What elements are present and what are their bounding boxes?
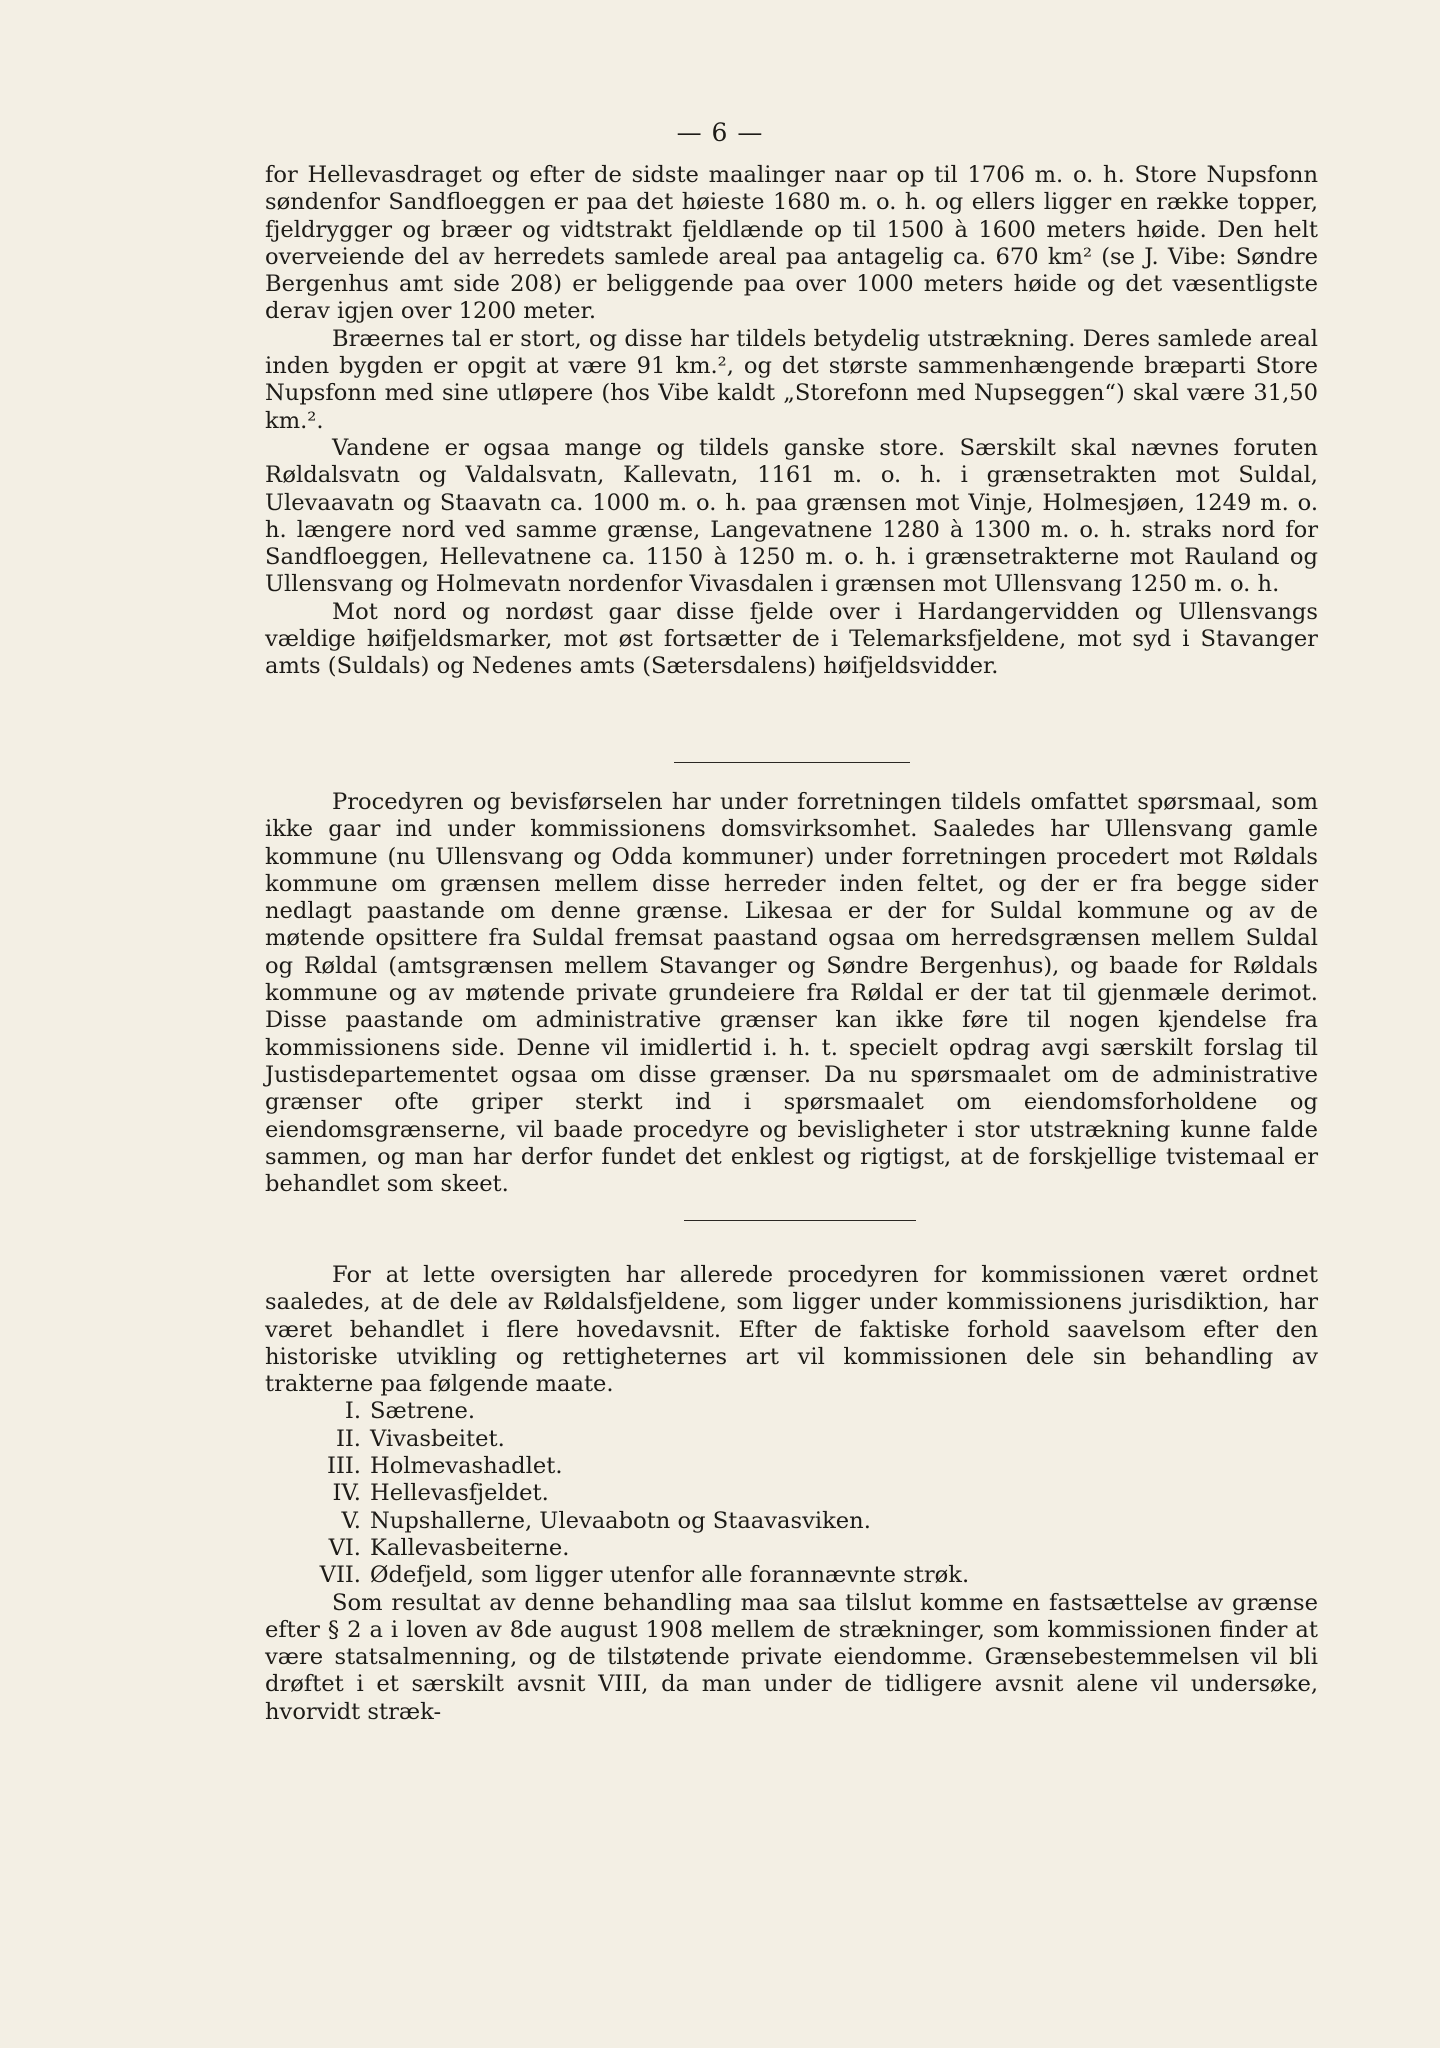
list-item <box>265 1480 1318 1507</box>
list-number: II. <box>335 1425 361 1452</box>
list-item <box>265 1508 1318 1535</box>
section-divider <box>684 1220 916 1221</box>
page-number: — 6 — <box>676 118 764 147</box>
list-item <box>265 1562 1318 1589</box>
list-item <box>265 1398 1318 1425</box>
list-number: III. <box>327 1453 361 1480</box>
paragraph-borders: Mot nord og nordøst gaar disse fjelde over i Hardangervidden og Ullensvangs vældige høifjeldsmarker, mot øst fortsætter de i Telemarksfjeldene, mot syd i Stavanger amts (Suldals) og Nedenes amts (Sætersdalens) høifjeldsvidder. <box>265 598 1318 680</box>
section-list <box>265 1398 1318 1589</box>
list-item <box>265 1535 1318 1562</box>
paragraph-glaciers: Bræernes tal er stort, og disse har tildels betydelig utstrækning. Deres samlede areal inden bygden er opgit at være 91 km.², og det største sammenhængende bræparti Store Nupsfonn med sine utløpere (hos Vibe kaldt „Storefonn med Nupseggen“) skal være 31,50 km.². <box>265 325 1318 434</box>
list-item <box>265 1426 1318 1453</box>
section-overview <box>265 1262 1318 1726</box>
list-number: VI. <box>328 1534 361 1561</box>
list-number: I. <box>344 1398 361 1425</box>
list-number: V. <box>341 1507 361 1534</box>
list-text: Holmevashadlet. <box>370 1453 563 1480</box>
paragraph-heights: for Hellevasdraget og efter de sidste maalinger naar op til 1706 m. o. h. Store Nupsfonn søndenfor Sandfloeggen er paa det høieste 1680 m. o. h. og ellers ligger en række topper, fjeldrygger og bræer og vidtstrakt fjeldlænde op til 1500 à 1600 meters høide. Den helt overveiende del av herredets samlede areal paa antagelig ca. 670 km² (se J. Vibe: Søndre Bergenhus amt side 208) er beliggende paa over 1000 meters høide og det væsentligste derav igjen over 1200 meter. <box>265 162 1318 325</box>
list-number: IV. <box>332 1480 361 1507</box>
list-text: Ødefjeld, som ligger utenfor alle forannævnte strøk. <box>370 1562 970 1589</box>
paragraph-lakes: Vandene er ogsaa mange og tildels ganske store. Særskilt skal nævnes foruten Røldalsvatn og Valdalsvatn, Kallevatn, 1161 m. o. h. i grænsetrakten mot Suldal, Ulevaavatn og Staavatn ca. 1000 m. o. h. paa grænsen mot Vinje, Holmesjøen, 1249 m. o. h. længere nord ved samme grænse, Langevatnene 1280 à 1300 m. o. h. straks nord for Sandfloeggen, Hellevatnene ca. 1150 à 1250 m. o. h. i grænsetrakterne mot Rauland og Ullensvang og Holmevatn nordenfor Vivasdalen i grænsen mot Ullensvang 1250 m. o. h. <box>265 434 1318 598</box>
section-procedure <box>265 789 1318 1198</box>
list-text: Kallevasbeiterne. <box>370 1534 570 1561</box>
section-divider <box>674 762 910 763</box>
list-text: Hellevasfjeldet. <box>370 1480 549 1507</box>
paragraph-conclusion: Som resultat av denne behandling maa saa tilslut komme en fastsættelse av grænse efter § 2 a i loven av 8de august 1908 mellem de strækninger, som kommissionen finder at være statsalmenning, og de tilstøtende private eiendomme. Grænsebestemmelsen vil bli drøftet i et særskilt avsnit VIII, da man under de tidligere avsnit alene vil undersøke, hvorvidt stræk- <box>265 1589 1318 1725</box>
list-text: Sætrene. <box>370 1398 476 1425</box>
list-number: VII. <box>319 1562 361 1589</box>
list-item <box>265 1453 1318 1480</box>
section-terrain <box>265 162 1318 681</box>
list-text: Vivasbeitet. <box>370 1425 505 1452</box>
paragraph-overview: For at lette oversigten har allerede procedyren for kommissionen været ordnet saaledes, at de dele av Røldalsfjeldene, som ligger under kommissionens jurisdiktion, har været behandlet i flere hovedavsnit. Efter de faktiske forhold saavelsom efter den historiske utvikling og rettigheternes art vil kommissionen dele sin behandling av trakterne paa følgende maate. <box>265 1262 1318 1398</box>
list-text: Nupshallerne, Ulevaabotn og Staavasviken. <box>370 1507 871 1534</box>
paragraph-procedure: Procedyren og bevisførselen har under forretningen tildels omfattet spørsmaal, som ikke gaar ind under kommissionens domsvirksomhet. Saaledes har Ullensvang gamle kommune (nu Ullensvang og Odda kommuner) under forretningen procedert mot Røldals kommune om grænsen mellem disse herreder inden feltet, og der er fra begge sider nedlagt paastande om denne grænse. Likesaa er der for Suldal kommune og av de møtende opsittere fra Suldal fremsat paastand ogsaa om herredsgrænsen mellem Suldal og Røldal (amtsgrænsen mellem Stavanger og Søndre Bergenhus), og baade for Røldals kommune og av møtende private grundeiere fra Røldal er der tat til gjenmæle derimot. Disse paastande om administrative grænser kan ikke føre til nogen kjendelse fra kommissionens side. Denne vil imidlertid i. h. t. specielt opdrag avgi særskilt forslag til Justisdepartementet ogsaa om disse grænser. Da nu spørsmaalet om de administrative grænser ofte griper sterkt ind i spørsmaalet om eiendomsforholdene og eiendomsgrænserne, vil baade procedyre og bevisligheter i stor utstrækning kunne falde sammen, og man har derfor fundet det enklest og rigtigst, at de forskjellige tvistemaal er behandlet som skeet. <box>265 789 1318 1198</box>
